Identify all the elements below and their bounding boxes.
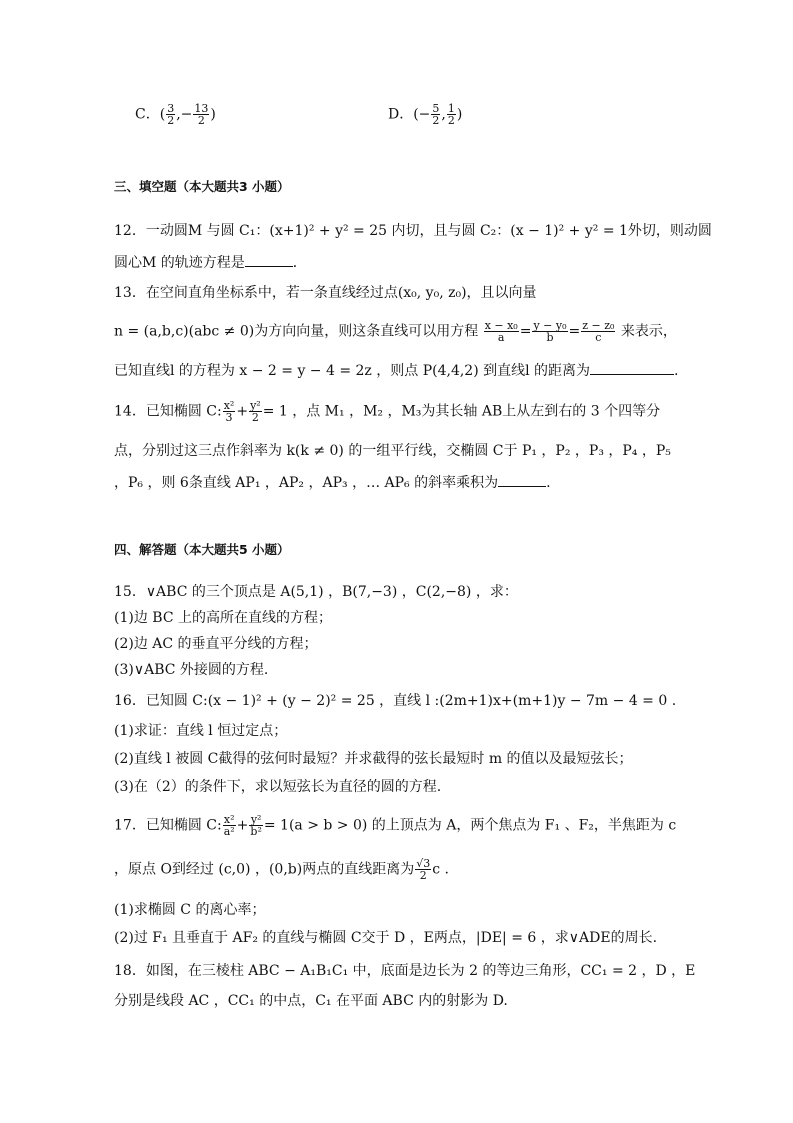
answer-blank xyxy=(590,362,674,375)
section4-heading: 四、解答题（本大题共5 小题） xyxy=(114,542,290,557)
frac-den: 2 xyxy=(197,114,205,127)
option-d-close: ) xyxy=(456,106,463,123)
option-d-frac-b xyxy=(447,103,456,126)
equals: = xyxy=(568,323,581,340)
plus: + xyxy=(236,403,249,420)
option-d xyxy=(388,103,462,126)
section3-heading: 三、填空题（本大题共3 小题） xyxy=(114,179,290,194)
frac-den: a xyxy=(497,331,505,344)
frac-num: √3 xyxy=(416,857,431,870)
q13-line2 xyxy=(114,320,677,343)
frac-num: x² xyxy=(223,813,235,826)
frac-num: y² xyxy=(250,399,261,412)
q14-line3 xyxy=(114,474,551,492)
q14-text-b: = 1 ，点 M₁ ，M₂ ，M₃为其长轴 AB上从左到右的 3 个四等分 xyxy=(262,403,661,420)
q15-line1: 15．∨ABC 的三个顶点是 A(5,1) ，B(7,−3) ，C(2,−8) ，求： xyxy=(114,584,518,600)
q13-frac-z xyxy=(581,320,615,343)
frac-num: 1 xyxy=(447,102,455,115)
q13-text-b: 来表示， xyxy=(620,323,677,340)
option-d-label: D．(− xyxy=(388,106,431,123)
frac-num: 5 xyxy=(432,102,440,115)
frac-den: b xyxy=(546,331,554,344)
q16-line2: (1)求证：直线 l 恒过定点； xyxy=(114,723,288,739)
option-c-close: ) xyxy=(210,106,216,123)
q18-line2: 分别是线段 AC ，CC₁ 的中点，C₁ 在平面 ABC 内的射影为 D. xyxy=(114,993,508,1009)
frac-den: c xyxy=(595,331,602,344)
plus: + xyxy=(236,817,249,834)
q12-line2 xyxy=(114,254,307,272)
q12-text: 圆心M 的轨迹方程是 xyxy=(114,255,245,271)
frac-den: 2 xyxy=(432,114,440,127)
option-d-comma: , xyxy=(441,106,446,123)
q16-line1: 16．已知圆 C:(x − 1)² + (y − 2)² = 25 ，直线 l :(2m+1)x+(m+1)y − 7m − 4 = 0 . xyxy=(114,693,677,709)
frac-num: 3 xyxy=(167,102,175,115)
q17-text-d: c . xyxy=(432,861,449,878)
q13-frac-y xyxy=(532,320,567,343)
answer-blank xyxy=(245,254,293,267)
q16-line4: (3)在（2）的条件下，求以短弦长为直径的圆的方程. xyxy=(114,779,442,795)
q15-line4: (3)∨ABC 外接圆的方程. xyxy=(114,662,269,678)
q13-text: 已知直线l 的方程为 x − 2 = y − 4 = 2z ，则点 P(4,4,2) 到直线l 的距离为 xyxy=(114,363,591,379)
q12-end: ． xyxy=(292,255,307,271)
q17-frac-x xyxy=(223,814,236,837)
option-c xyxy=(135,103,216,126)
q14-frac-y xyxy=(249,400,262,423)
frac-den: b² xyxy=(250,825,262,838)
q14-text: ，P₆ ，则 6条直线 AP₁ ，AP₂ ，AP₃ ，… AP₆ 的斜率乘积为 xyxy=(114,475,499,491)
option-d-frac-a xyxy=(431,103,440,126)
option-c-frac-b xyxy=(193,103,209,126)
q13-text-a: n = (a,b,c)(abc ≠ 0)为方向向量，则这条直线可以用方程 xyxy=(114,323,479,340)
q12-line1: 12．一动圆M 与圆 C₁：(x+1)² + y² = 25 内切，且与圆 C₂：(x − 1)² + y² = 1外切，则动圆 xyxy=(114,223,712,239)
q14-frac-x xyxy=(223,400,236,423)
frac-num: 13 xyxy=(194,102,209,115)
frac-den: 3 xyxy=(225,411,233,424)
q17-text-a: 17．已知椭圆 C: xyxy=(114,817,222,834)
q17-line4: (2)过 F₁ 且垂直于 AF₂ 的直线与椭圆 C交于 D ，E两点，|DE| = 6 ，求∨ADE的周长. xyxy=(114,930,658,946)
q14-text-a: 14．已知椭圆 C: xyxy=(114,403,222,420)
frac-num: y − y₀ xyxy=(533,319,567,332)
q14-line2: 点，分别过这三点作斜率为 k(k ≠ 0) 的一组平行线，交椭圆 C于 P₁ ，P₂ ，P₃ ，P₄ ，P₅ xyxy=(114,443,671,459)
frac-den: 2 xyxy=(251,411,259,424)
frac-num: y² xyxy=(250,813,262,826)
q14-end: . xyxy=(546,475,551,491)
frac-num: z − z₀ xyxy=(582,319,615,332)
equals: = xyxy=(519,323,532,340)
q15-line3: (2)边 AC 的垂直平分线的方程； xyxy=(114,636,318,652)
q13-line1: 13．在空间直角坐标系中，若一条直线经过点(x₀, y₀, z₀)，且以向量 xyxy=(114,285,537,301)
q13-line3 xyxy=(114,362,679,380)
q17-text-c: ，原点 O到经过 (c,0) ，(0,b)两点的直线距离为 xyxy=(114,861,415,878)
q17-line3: (1)求椭圆 C 的离心率； xyxy=(114,902,266,918)
q16-line3: (2)直线 l 被圆 C截得的弦何时最短？并求截得的弦长最短时 m 的值以及最短弦长； xyxy=(114,751,633,767)
answer-blank xyxy=(498,474,546,487)
option-c-frac-a xyxy=(166,103,175,126)
q17-line2 xyxy=(114,858,449,881)
frac-den: a² xyxy=(223,825,235,838)
q17-frac-y xyxy=(249,814,262,837)
option-c-comma: ,− xyxy=(176,106,193,123)
q13-end: . xyxy=(674,363,679,379)
q17-line1 xyxy=(114,814,676,837)
q17-frac-sqrt xyxy=(415,858,431,881)
q14-line1 xyxy=(114,400,660,423)
option-c-label: C．( xyxy=(135,106,166,123)
q13-frac-x xyxy=(484,320,519,343)
frac-den: 2 xyxy=(447,114,455,127)
q18-line1: 18．如图，在三棱柱 ABC − A₁B₁C₁ 中，底面是边长为 2 的等边三角形，CC₁ = 2 ，D ，E xyxy=(114,963,696,979)
frac-num: x − x₀ xyxy=(484,319,518,332)
q15-line2: (1)边 BC 上的高所在直线的方程； xyxy=(114,610,332,626)
q17-text-b: = 1(a > b > 0) 的上顶点为 A，两个焦点为 F₁ 、F₂，半焦距为 c xyxy=(263,817,677,834)
frac-den: 2 xyxy=(167,114,175,127)
frac-num: x² xyxy=(223,399,235,412)
frac-den: 2 xyxy=(419,869,427,882)
